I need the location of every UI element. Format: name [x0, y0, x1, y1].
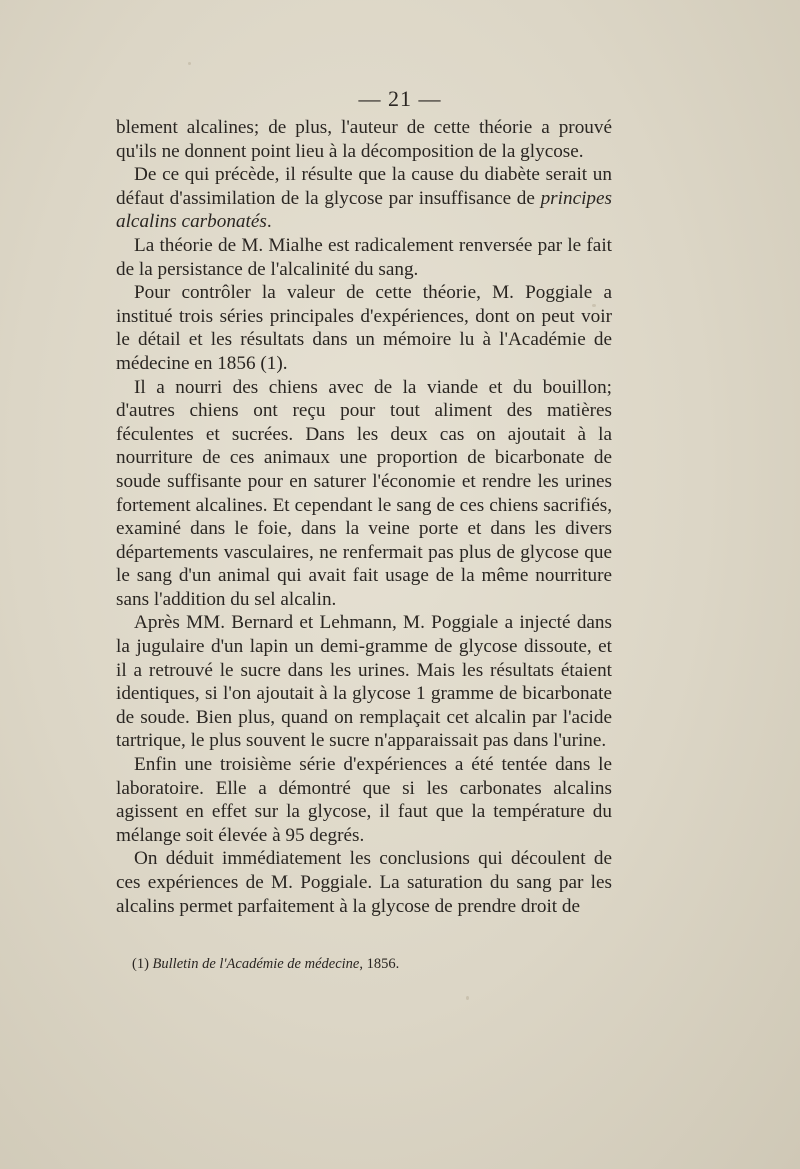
paragraph [116, 611, 612, 753]
paragraph [116, 163, 612, 234]
paper-speck [188, 62, 191, 65]
paragraph-text: De ce qui précède, il résulte que la cause du diabète serait un défaut d'assimilation de la glycose par insuffisance de [116, 164, 612, 209]
footnote-marker: (1) [132, 956, 149, 972]
paragraph-text: Pour contrôler la valeur de cette théorie, M. Poggiale a institué trois séries principales d'expériences, dont on peut voir le détail et les résultats dans un mémoire lu à l'Académie de médecine en 1856 (1). [116, 282, 612, 374]
paragraph [116, 753, 612, 847]
paragraph-text: Il a nourri des chiens avec de la viande et du bouillon; d'autres chiens ont reçu pour tout aliment des matières féculentes et sucrées. Dans les deux cas on ajoutait à la nourriture de ces animaux une proportion de bicarbonate de soude suffisante pour en saturer l'économie et rendre les urines fortement alcalines. Et cependant le sang de ces chiens sacrifiés, examiné dans le foie, dans la veine porte et dans les divers départements vasculaires, ne renfermait pas plus de glycose que le sang d'un animal qui avait fait usage de la même nourriture sans l'addition du sel alcalin. [116, 376, 612, 610]
paper-speck [466, 996, 469, 1000]
footnote [132, 956, 612, 973]
paragraph-text: blement alcalines; de plus, l'auteur de cette théorie a prouvé qu'ils ne donnent point lieu à la décomposition de la glycose. [116, 117, 612, 162]
paragraph [116, 847, 612, 918]
body-text [116, 116, 612, 918]
paragraph [116, 116, 612, 163]
page-number: — 21 — [358, 86, 442, 111]
paragraph-text: On déduit immédiatement les conclusions qui découlent de ces expériences de M. Poggiale. La saturation du sang par les alcalins permet parfaitement à la glycose de prendre droit de [116, 848, 612, 917]
paragraph-text: . [266, 211, 272, 233]
paragraph [116, 281, 612, 375]
paragraph-text: Enfin une troisième série d'expériences a été tentée dans le laboratoire. Elle a démontré que si les carbonates alcalins agissent en effet sur la glycose, il faut que la température du mélange soit élevée à 95 degrés. [116, 754, 612, 846]
italic-text: principes alcalins carbonatés [116, 187, 612, 233]
paragraph-text: La théorie de M. Mialhe est radicalement renversée par le fait de la persistance de l'alcalinité du sang. [116, 234, 612, 280]
paragraph [116, 376, 612, 612]
paragraph-text: Après MM. Bernard et Lehmann, M. Poggiale a injecté dans la jugulaire d'un lapin un demi-gramme de glycose dissoute, et il a retrouvé le sucre dans les urines. Mais les résultats étaient identiques, si l'on ajoutait à la glycose 1 gramme de bicarbonate de soude. Bien plus, quand on remplaçait cet alcalin par l'acide tartrique, le plus souvent le sucre n'apparaissait pas dans l'urine. [116, 612, 612, 752]
footnote-tail: , 1856. [359, 956, 400, 972]
paragraph [116, 234, 612, 281]
footnote-source: Bulletin de l'Académie de médecine [152, 956, 360, 972]
